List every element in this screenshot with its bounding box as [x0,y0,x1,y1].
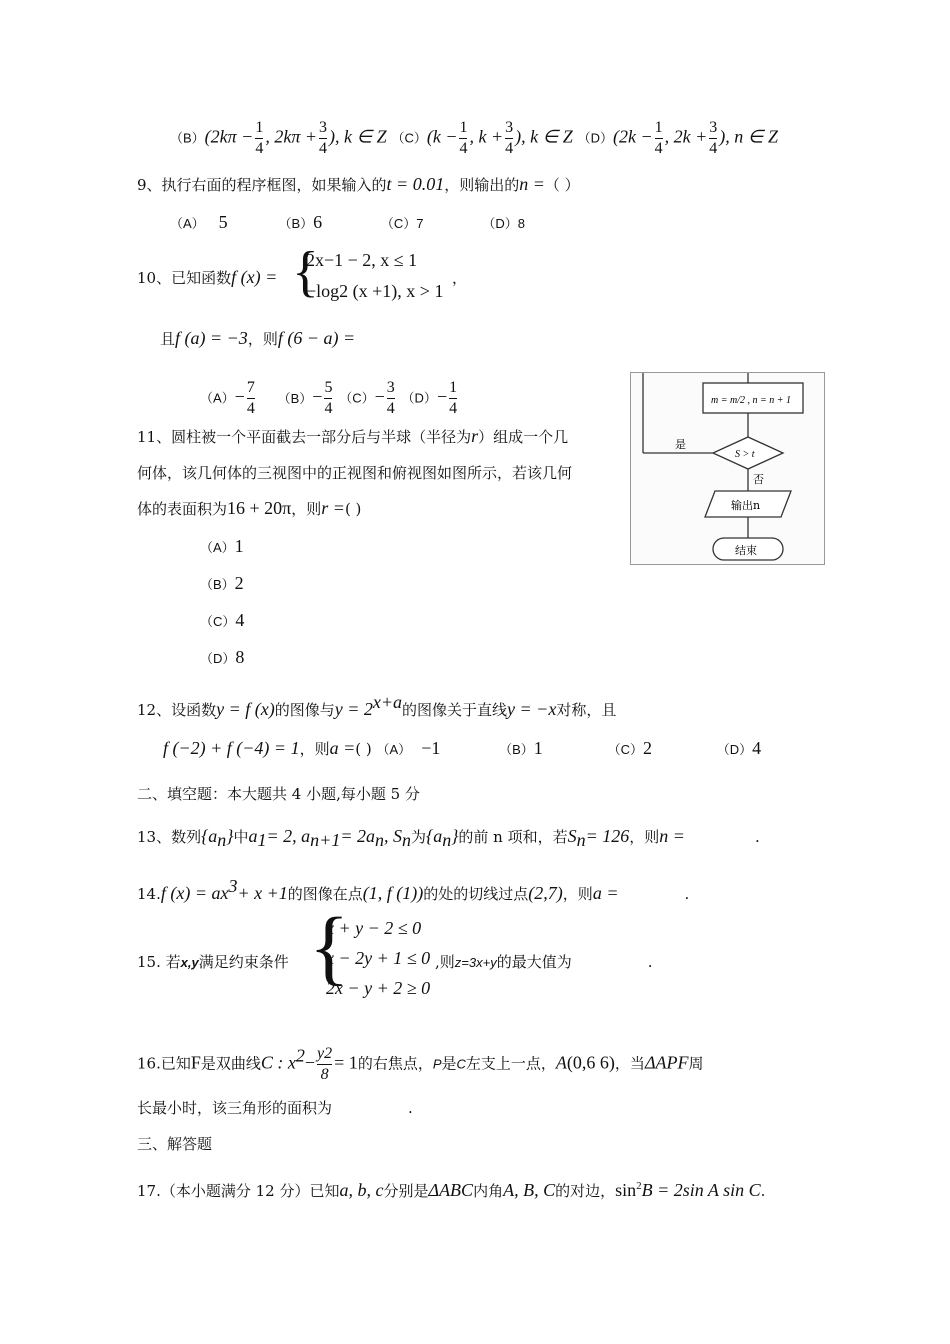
q11-option-c: （C）4 [200,610,245,630]
q14: 14.f (x) = ax3+ x +1的图像在点(1, f (1))的处的切线过点(2,7)，则a = . [137,876,690,903]
q8-frac-1-4: $\frac{1}{4}$ [255,119,264,157]
q10-stem: 10、已知函数f (x) = [137,267,278,287]
q13: 13、数列{an}中a1= 2, an+1= 2an, Sn为{an}的前 n 项和，若Sn= 126，则n = . [137,826,760,850]
flowchart-output: 输出n [731,499,761,512]
q9-option-b: 6 [313,212,323,232]
q8-options-line: （B）(2kπ − $\frac{1}{4}$ , 2kπ + $\frac{3}{4}$ ), k ∈ Z （C）(k − $\frac{1}{4}$ , k + $\frac{3}{4}$ ), k ∈ Z （D）(2k − $\frac{1}{4}$ , 2k + $\frac{3}{4}$ ), n ∈ Z [170,119,778,157]
q8-option-d-label: （D） [577,130,613,146]
q10-condition: 且f (a) = −3，则f (6 − a) = [160,328,356,348]
q12-option-c: 2 [642,738,652,758]
q10-comma: ， [452,269,468,287]
q12-line1: 12、设函数y = f (x)的图像与y = 2x+a的图像关于直线y = −x对称，且 [137,692,617,719]
q10-case1: 2x−1 − 2, x ≤ 1 [306,250,418,270]
flowchart-figure [630,372,825,565]
q11-line1: 11、圆柱被一个平面截去一部分后与半球（半径为r）组成一个几 [137,426,569,446]
flowchart-end: 结束 [735,544,757,557]
q9-options: （A） 5 （B）6 （C）7 （D）8 [170,212,525,232]
q10-case2: −log2 (x +1), x > 1 [306,281,444,301]
q8-option-b-label: （B） [170,130,205,146]
flowchart-no: 否 [753,473,764,486]
q12-option-a: −1 [421,738,441,758]
q9-option-a: 5 [218,212,228,232]
flowchart-condition: S > t [735,449,755,460]
q9-option-c: 7 [416,216,424,231]
q15-tail: ,则z=3x+y的最大值为 . [435,953,653,971]
q10-options: （A）− $\frac{7}{4}$ （B）− $\frac{5}{4}$ （C）− $\frac{3}{4}$ （D）− $\frac{1}{4}$ [200,379,458,417]
q12-line2: f (−2) + f (−4) = 1，则a =( ) （A） −1 （B）1 （C）2 （D）4 [163,738,762,758]
q10-brace: { [292,241,319,303]
q15-constraint-1: x + y − 2 ≤ 0 [326,918,422,938]
q16-line2: 长最小时，该三角形的面积为 . [137,1099,413,1117]
q15-constraint-3: 2x − y + 2 ≥ 0 [326,978,431,998]
section-2-heading: 二、填空题：本大题共 4 小题,每小题 5 分 [137,785,420,803]
q15: 15. 若x,y满足约束条件 [137,953,289,971]
q9-stem: 9、执行右面的程序框图，如果输入的t = 0.01，则输出的n =（ ） [137,174,580,194]
q8-option-b-expr-a: (2kπ − [204,126,254,147]
flowchart-assign: m = m/2 , n = n + 1 [711,395,791,406]
q11-option-a: （A）1 [200,536,244,556]
q12-option-b: 1 [533,738,543,758]
q10-option-a: $\frac{7}{4}$ [246,379,255,417]
q9-option-d: 8 [517,216,525,231]
q11-line2: 何体，该几何体的三视图中的正视图和俯视图如图所示，若该几何 [137,464,573,482]
q10-option-d: $\frac{1}{4}$ [449,379,458,417]
q8-option-c-label: （C） [391,130,427,146]
q17: 17.（本小题满分 12 分）已知a, b, c分别是ΔABC内角A, B, C的对边，$\sin^2B = 2\sin$ A sin C. [137,1180,766,1200]
q16-fraction: $\frac{y2}{8}$ [317,1045,333,1083]
q11-line3: 体的表面积为16 + 20π，则r =( ) [137,498,362,518]
q15-constraint-2: x − 2y + 1 ≤ 0 [326,948,431,968]
q15-brace: { [309,901,350,994]
q16-line1: 16.已知F是双曲线C : x2− $\frac{y2}{8}$ = 1的右焦点，P是C左支上一点，A(0,6 6)，当ΔAPF周 [137,1045,704,1083]
q11-option-d: （D）8 [200,647,245,667]
q12-option-d: 4 [752,738,762,758]
q10-option-c: $\frac{3}{4}$ [386,379,395,417]
q11-option-b: （B）2 [200,573,244,593]
q10-option-b: $\frac{5}{4}$ [324,379,333,417]
section-3-heading: 三、解答题 [137,1135,213,1153]
flowchart-yes: 是 [675,438,686,451]
flowchart-svg [631,373,824,564]
